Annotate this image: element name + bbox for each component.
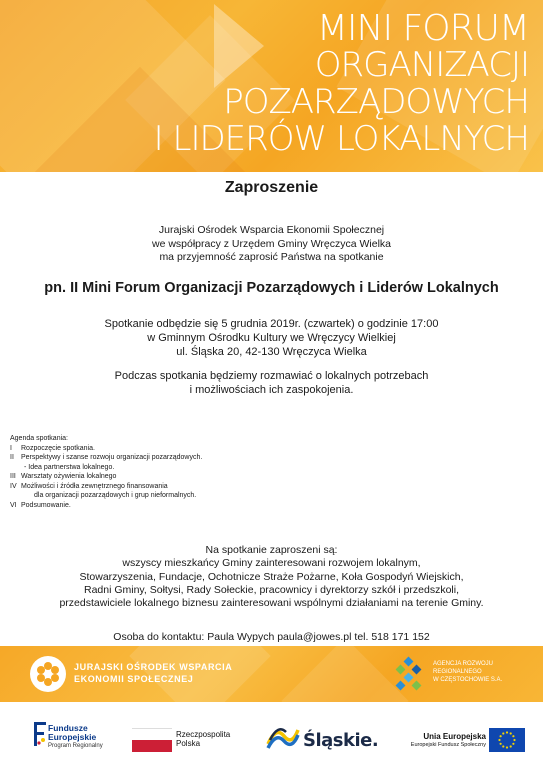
agenda-item-text: - Idea partnerstwa lokalnego. [24,463,115,471]
banner-title-line: I LIDERÓW LOKALNYCH [153,119,529,159]
event-title: pn. II Mini Forum Organizacji Pozarządowych i Liderów Lokalnych [44,280,499,296]
event-date-line: Spotkanie odbędzie się 5 grudnia 2019r. (czwartek) o godzinie 17:00 [104,318,439,330]
intro-line: we współpracy z Urzędem Gminy Wręczyca Wielka [151,237,392,250]
agenda-item-text: dla organizacji pozarządowych i grup nieformalnych. [34,492,197,499]
funding-logos [0,702,543,768]
ue-text-line: Unia Europejska [423,732,486,741]
agenda-item-number: I [10,444,12,452]
event-place-line: w Gminnym Ośrodku Kultury we Wręczycy Wielkiej [147,332,396,344]
agenda-item-text: Możliwości i źródła zewnętrznego finansowania [21,482,168,490]
banner-title-line: POZARZĄDOWYCH [223,82,529,122]
fe-text-line: Europejskie [48,732,97,742]
rzeczpospolita-polska-logo [176,730,230,748]
agenda-item-text: Rozpoczęcie spotkania. [21,444,95,452]
rp-text-line: Rzeczpospolita [176,730,231,739]
ue-text-line: Europejski Fundusz Społeczny [410,742,486,748]
rp-text-line: Polska [176,739,201,748]
arr-name-line: W CZĘSTOCHOWIE S.A. [433,677,503,683]
topic-line: Podczas spotkania będziemy rozmawiać o lokalnych potrzebach [114,370,429,382]
fundusze-europejskie-logo [48,724,103,751]
intro-line: ma przyjemność zaprosić Państwa na spotkanie [159,251,384,263]
arr-name-line: AGENCJA ROZWOJU [433,661,494,667]
header-banner [0,0,543,172]
topic-line: i możliwościach ich zaspokojenia. [189,384,354,396]
agenda-item [10,444,310,454]
fe-text-line: Program Regionalny [48,743,103,749]
invited-guests [0,544,543,610]
page-title: Zaproszenie [224,179,319,196]
invited-line: Radni Gminy, Sołtysi, Rady Sołeckie, pracownicy i dyrektorzy szkół i przedszkoli, [83,583,460,596]
agenda-subitem [10,491,310,501]
agenda-item-number: II [10,454,14,461]
contact-info: Osoba do kontaktu: Paula Wypych paula@jowes.pl tel. 518 171 152 [113,631,430,643]
event-details [0,317,543,359]
banner-title-line: ORGANIZACJI [314,45,529,85]
arr-logo-icon [393,656,429,694]
jowes-name-line: EKONOMII SPOŁECZNEJ [74,674,194,684]
banner-title-line: MINI FORUM [316,8,529,49]
invited-line: wszyscy mieszkańcy Gminy zainteresowani rozwojem lokalnym, [122,557,421,570]
agenda-item-text: Perspektywy i szanse rozwoju organizacji pozarządowych. [21,454,203,461]
agenda-item [10,482,310,492]
agenda-item [10,501,310,511]
intro-text [0,224,543,265]
agenda-item-number: VI [10,501,17,509]
agenda-item [10,453,310,463]
invited-line: przedstawiciele lokalnego biznesu zainteresowani wspólnymi działaniami na terenie Gminy. [59,597,484,610]
agenda-item-text: Podsumowanie. [21,501,71,509]
unia-europejska-logo [400,732,486,750]
intro-line: Jurajski Ośrodek Wsparcia Ekonomii Społecznej [158,224,385,236]
arr-logo-text [433,660,502,684]
agenda-item-text: Warsztaty ożywienia lokalnego [21,473,117,480]
agenda-subitem [10,463,310,473]
topic-text [0,369,543,397]
band-decoration [281,646,408,702]
invited-lead: Na spotkanie zaproszeni są: [205,544,338,556]
agenda [10,434,310,510]
invited-line: Stowarzyszenia, Fundacje, Ochotnicze Straże Pożarne, Koła Gospodyń Wiejskich, [79,570,464,583]
agenda-item-number: IV [10,482,17,490]
polish-flag-icon [132,728,172,752]
fundusze-europejskie-icon [34,722,46,751]
agenda-item-number: III [10,473,16,480]
agenda-item [10,472,310,482]
eu-flag-icon [489,728,525,752]
slaskie-wave-icon [266,724,300,755]
jowes-name-line: JURAJSKI OŚRODEK WSPARCIA [74,662,233,672]
jowes-logo-icon [30,656,66,692]
event-address-line: ul. Śląska 20, 42-130 Wręczyca Wielka [176,346,367,358]
partners-band [0,646,543,702]
banner-title [154,10,529,158]
slaskie-logo: Śląskie. [303,730,379,751]
fe-text-line: Fundusze [48,723,88,733]
jowes-logo-text [74,661,232,685]
agenda-title: Agenda spotkania: [10,435,68,442]
arr-name-line: REGIONALNEGO [433,669,482,675]
